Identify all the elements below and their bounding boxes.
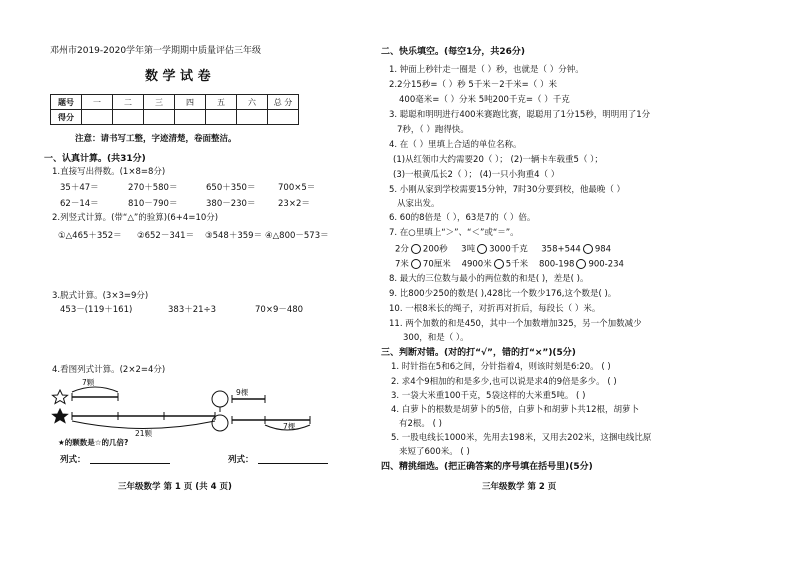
score-table (50, 94, 299, 125)
compare-circle[interactable] (477, 244, 487, 254)
compare-left: 7米 (395, 259, 409, 270)
score-cell: 六 (237, 95, 268, 110)
fill-line: 7. 在○里填上“＞”、“＜”或“＝”。 (389, 228, 519, 238)
section-2-title: 二、快乐填空。(每空1分，共26分) (381, 47, 526, 57)
judge-item: 1. 时针指在5和6之间，分针指着4，则该时刻是6:20。 ( ) (391, 362, 611, 372)
section-1-title: 一、认真计算。(共31分) (44, 154, 146, 164)
q3-title: 3.脱式计算。(3×3=9分) (52, 291, 149, 301)
score-cell: 二 (113, 95, 144, 110)
judge-item: 5. 一股电线长1000米，先用去198米，又用去202米，这捆电线比原 (391, 433, 652, 443)
calc-item: 23×2＝ (278, 199, 310, 209)
compare-circle[interactable] (494, 259, 504, 269)
q4-title: 4.看图列式计算。(2×2=4分) (52, 365, 166, 375)
score-cell: 三 (144, 95, 175, 110)
fill-line: 5. 小刚从家到学校需要15分钟，7时30分要到校，他最晚（ ） (389, 185, 626, 195)
compare-right: 70厘米 (422, 259, 451, 270)
formula-label: 列式： (228, 455, 254, 465)
score-cell: 五 (206, 95, 237, 110)
judge-item: 有2根。 ( ) (399, 419, 442, 429)
compare-circle[interactable] (411, 259, 421, 269)
compare-right: 3000千克 (489, 244, 528, 255)
score-cell: 题号 (51, 95, 82, 110)
score-blank[interactable] (268, 110, 299, 125)
fill-line: 10. 一根8米长的绳子，对折再对折后，每段长（ ）米。 (389, 304, 601, 314)
fig1-question: ★的颗数是☆的几倍? (58, 438, 129, 447)
fill-line: 7秒，（ ）跑得快。 (397, 125, 469, 135)
fill-line: (3)一根黄瓜长2（ ）； (4)一只小狗重4（ ） (393, 170, 560, 180)
compare-right: 984 (594, 244, 612, 255)
fig2-bottom-label: 7棵 (283, 422, 296, 431)
instructions: 注意：请书写工整，字迹清楚，卷面整洁。 (75, 134, 237, 144)
fill-line: (1)从红领巾大约需要20（ ）； (2)一辆卡车载重5（ ）； (393, 155, 603, 165)
score-cell: 四 (175, 95, 206, 110)
compare-right: 900-234 (588, 259, 624, 270)
fill-line: 9. 比800少250的数是( ),428比一个数少176,这个数是( )。 (389, 289, 617, 299)
section-4-title: 四、精挑细选。(把正确答案的序号填在括号里)(5分) (381, 462, 593, 472)
q1-title: 1.直接写出得数。(1×8=8分) (52, 167, 166, 177)
page-footer: 三年级数学 第 2 页 (482, 482, 557, 492)
score-blank[interactable] (206, 110, 237, 125)
vertical-calc-item: ③548＋359＝ (205, 231, 263, 241)
section-3-title: 三、判断对错。(对的打“√”，错的打“×”)(5分) (381, 348, 576, 358)
fill-line: 8. 最大的三位数与最小的两位数的和是( )，差是( )。 (389, 274, 589, 284)
judge-item: 3. 一袋大米重100千克，5袋这样的大米重5吨。 ( ) (391, 391, 586, 401)
fill-line: 300，和是（ ）。 (403, 333, 469, 343)
score-blank[interactable] (113, 110, 144, 125)
q2-title: 2.列竖式计算。(带“△”的验算)(6+4=10分) (52, 213, 219, 223)
fill-line: 6. 60的8倍是（ ），63是7的（ ）倍。 (389, 213, 536, 223)
calc-item: 270＋580＝ (128, 183, 178, 193)
score-cell: 一 (82, 95, 113, 110)
compare-left: 4900米 (461, 259, 492, 270)
fill-line: 11. 两个加数的和是450，其中一个加数增加325，另一个加数减少 (389, 319, 642, 329)
calc-item: 380－230＝ (206, 199, 256, 209)
stepwise-calc-item: 383＋21÷3 (168, 305, 217, 315)
compare-left: 358+544 (541, 244, 581, 255)
fig1-bottom-label: 21颗 (135, 429, 153, 438)
vertical-calc-item: ④△800－573＝ (265, 231, 329, 241)
trees-diagram (210, 385, 330, 435)
calc-item: 62－14＝ (60, 199, 99, 209)
score-blank[interactable] (82, 110, 113, 125)
stepwise-calc-item: 70×9－480 (255, 305, 304, 315)
fig1-top-label: 7颗 (82, 378, 95, 387)
vertical-calc-item: ①△465＋352＝ (58, 231, 122, 241)
compare-row (395, 259, 624, 269)
score-blank[interactable] (175, 110, 206, 125)
calc-item: 700×5＝ (278, 183, 316, 193)
stepwise-calc-item: 453－(119＋161) (60, 305, 133, 315)
exam-header: 邓州市2019-2020学年第一学期期中质量评估三年级 (50, 46, 262, 56)
score-cell: 得分 (51, 110, 82, 125)
formula-answer-line[interactable] (90, 463, 170, 464)
fill-line: 3. 聪聪和明明进行400米赛跑比赛，聪聪用了1分15秒，明明用了1分 (389, 110, 651, 120)
page-footer: 三年级数学 第 1 页 (共 4 页) (118, 482, 232, 492)
compare-row (395, 244, 611, 254)
formula-label: 列式： (60, 455, 86, 465)
score-blank[interactable] (144, 110, 175, 125)
compare-right: 5千米 (505, 259, 529, 270)
compare-circle[interactable] (583, 244, 593, 254)
fill-line: 400毫米=（ ）分米 5吨200千克=（ ）千克 (399, 95, 570, 105)
formula-answer-line[interactable] (258, 463, 328, 464)
fill-line: 2.2分15秒=（ ）秒 5千米－2千米=（ ）米 (389, 80, 558, 90)
fill-line: 4. 在（ ）里填上合适的单位名称。 (389, 140, 522, 150)
fig2-top-label: 9棵 (236, 388, 249, 397)
compare-left: 2分 (395, 244, 409, 255)
exam-title: 数 学 试 卷 (145, 69, 211, 84)
compare-circle[interactable] (411, 244, 421, 254)
judge-item: 4. 白萝卜的根数是胡萝卜的5倍，白萝卜和胡萝卜共12根，胡萝卜 (391, 405, 640, 415)
compare-left: 800-198 (538, 259, 575, 270)
calc-item: 810－790＝ (128, 199, 178, 209)
judge-item: 来短了600米。 ( ) (399, 447, 470, 457)
compare-right: 200秒 (422, 244, 448, 255)
calc-item: 35＋47＝ (60, 183, 99, 193)
vertical-calc-item: ②652－341＝ (137, 231, 195, 241)
compare-left: 3吨 (461, 244, 476, 255)
page-right (381, 0, 794, 562)
judge-item: 2. 求4个9相加的和是多少,也可以说是求4的9倍是多少。 ( ) (391, 377, 617, 387)
fill-line: 1. 钟面上秒针走一圈是（ ）秒，也就是（ ）分钟。 (389, 65, 584, 75)
score-cell: 总 分 (268, 95, 299, 110)
score-blank[interactable] (237, 110, 268, 125)
calc-item: 650＋350＝ (206, 183, 256, 193)
fill-line: 从家出发。 (397, 199, 440, 209)
compare-circle[interactable] (576, 259, 586, 269)
